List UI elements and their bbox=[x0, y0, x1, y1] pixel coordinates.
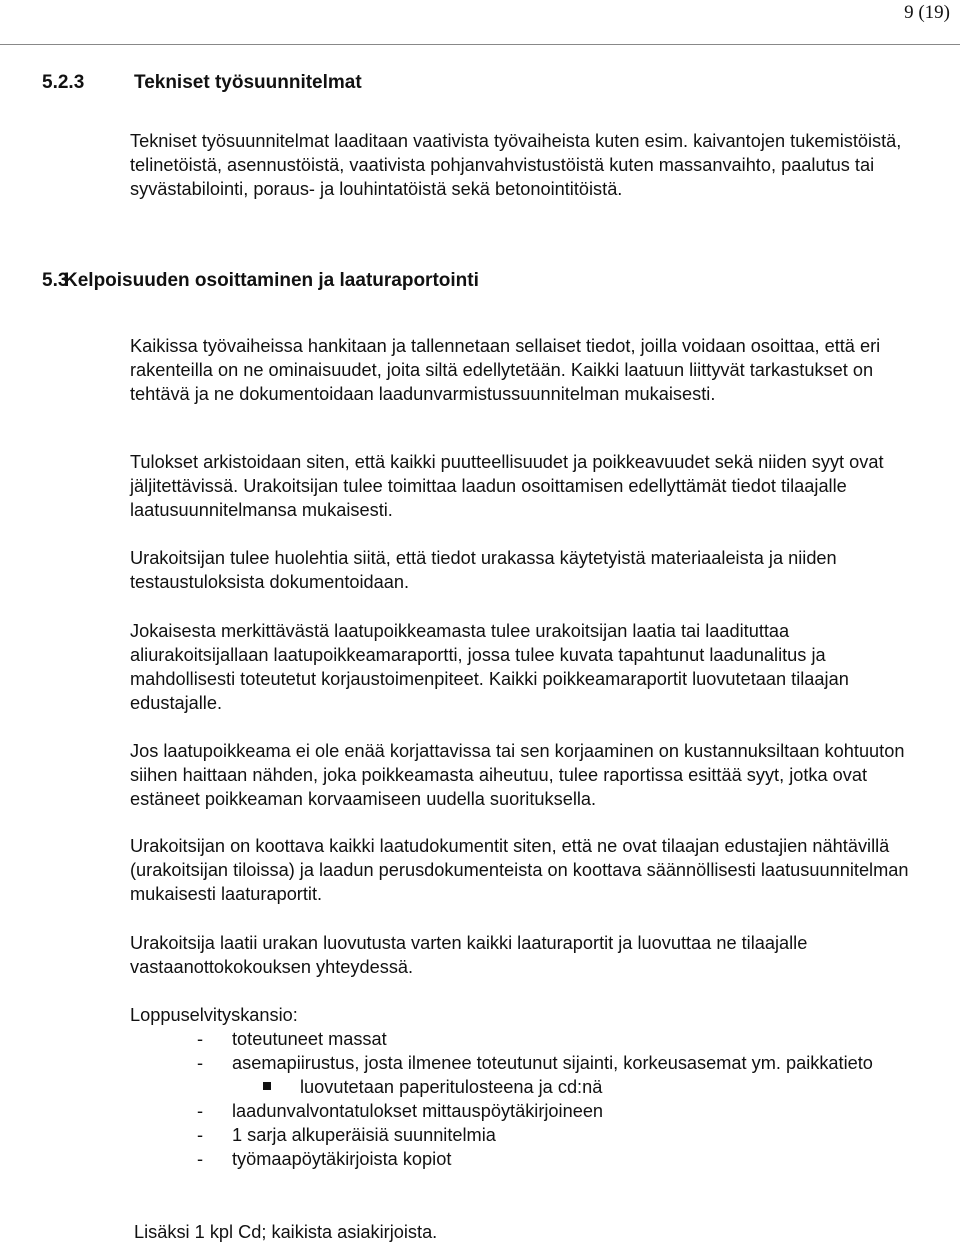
header-divider bbox=[0, 44, 960, 45]
section-523-body: Tekniset työsuunnitelmat laaditaan vaativista työvaiheista kuten esim. kaivantojen tukemistöistä, telinetöistä, asennustöistä, vaativista pohjanvahvistustöistä kuten massanvaihto, paalutus tai syvästabilointi, poraus- ja louhintatöistä sekä betonointitöistä. bbox=[130, 131, 902, 199]
dash-marker: - bbox=[197, 1029, 204, 1049]
dash-marker: - bbox=[197, 1125, 204, 1145]
square-bullet-icon bbox=[263, 1082, 271, 1090]
dash-marker: - bbox=[197, 1101, 204, 1121]
section-53-number: 5.3 bbox=[42, 270, 69, 291]
paragraph: Urakoitsija laatii urakan luovutusta varten kaikki laaturaportit ja luovuttaa ne tilaajalle vastaanottokokouksen yhteydessä. bbox=[130, 933, 808, 977]
list-item: - laadunvalvontatulokset mittauspöytäkirjoineen bbox=[197, 1101, 604, 1121]
section-53-title: Kelpoisuuden osoittaminen ja laaturaportointi bbox=[64, 270, 479, 291]
paragraph: Urakoitsijan tulee huolehtia siitä, että tiedot urakassa käytetyistä materiaaleista ja niiden testaustuloksista dokumentoidaan. bbox=[130, 548, 837, 592]
paragraph: Urakoitsijan on koottava kaikki laatudokumentit siten, että ne ovat tilaajan edustajien nähtävillä (urakoitsijan tiloissa) ja laadun perusdokumenteista on koottava säännöllisesti laatusuunnitelman mukaisesti laaturaportit. bbox=[130, 836, 909, 904]
list-item: - asemapiirustus, josta ilmenee toteutunut sijainti, korkeusasemat ym. paikkatieto bbox=[197, 1053, 873, 1073]
section-523-number: 5.2.3 bbox=[42, 72, 85, 93]
paragraph: Jokaisesta merkittävästä laatupoikkeamasta tulee urakoitsijan laatia tai laadituttaa aliurakoitsijallaan laatupoikkeamaraportti, jossa tulee kuvata tapahtunut laadunalitus ja mahdollisesti toteutetut korjaustoimenpiteet. Kaikki poikkeamaraportit luovutetaan tilaajan edustajalle. bbox=[130, 621, 849, 713]
dash-marker: - bbox=[197, 1053, 204, 1073]
section-523-heading bbox=[42, 72, 362, 94]
closing-note: Lisäksi 1 kpl Cd; kaikista asiakirjoista. bbox=[134, 1222, 438, 1242]
section-53-heading bbox=[42, 270, 479, 292]
paragraph: Jos laatupoikkeama ei ole enää korjattavissa tai sen korjaaminen on kustannuksiltaan kohtuuton siihen haittaan nähden, joka poikkeamasta aiheutuu, tulee raportissa esittää syyt, jotka ovat estäneet poikkeaman korvaamiseen uudella suorituksella. bbox=[130, 741, 905, 809]
deliverables-list bbox=[130, 1027, 920, 1171]
list-item: - työmaapöytäkirjoista kopiot bbox=[197, 1149, 452, 1169]
sub-list-item: luovutetaan paperitulosteena ja cd:nä bbox=[130, 1075, 920, 1099]
list-heading: Loppuselvityskansio: bbox=[130, 1005, 298, 1025]
page-number: 9 (19) bbox=[904, 2, 950, 23]
list-item: - 1 sarja alkuperäisiä suunnitelmia bbox=[197, 1125, 496, 1145]
list-item: - toteutuneet massat bbox=[197, 1029, 387, 1049]
dash-marker: - bbox=[197, 1149, 204, 1169]
paragraph: Kaikissa työvaiheissa hankitaan ja tallennetaan sellaiset tiedot, joilla voidaan osoittaa, että eri rakenteilla on ne ominaisuudet, joita siltä edellytetään. Kaikki laatuun liittyvät tarkastukset on tehtävä ja ne dokumentoidaan laadunvarmistussuunnitelman mukaisesti. bbox=[130, 336, 881, 404]
paragraph: Tulokset arkistoidaan siten, että kaikki puutteellisuudet ja poikkeavuudet sekä niiden syyt ovat jäljitettävissä. Urakoitsijan tulee toimittaa laadun osoittamisen edellyttämät tiedot tilaajalle laatusuunnitelmansa mukaisesti. bbox=[130, 452, 884, 520]
section-523-title: Tekniset työsuunnitelmat bbox=[134, 72, 362, 93]
